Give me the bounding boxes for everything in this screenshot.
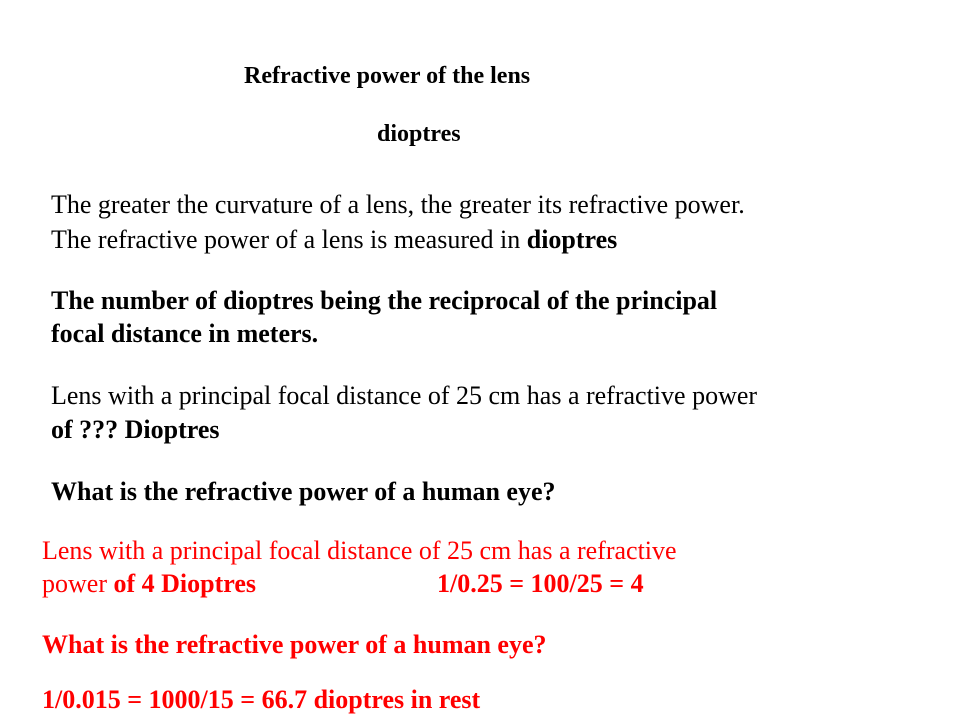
answer-question-human-eye: What is the refractive power of a human eye? <box>42 630 547 659</box>
answer-line-2-text: power <box>42 569 114 598</box>
paragraph-example-line-2: of ??? Dioptres <box>51 415 220 444</box>
answer-line-1: Lens with a principal focal distance of 25 cm has a refractive <box>42 536 677 565</box>
paragraph-curvature-line-1: The greater the curvature of a lens, the greater its refractive power. <box>51 190 745 219</box>
paragraph-curvature-line-2 <box>51 224 617 255</box>
paragraph-curvature-line-2-text: The refractive power of a lens is measured in <box>51 225 527 254</box>
answer-result: 1/0.015 = 1000/15 = 66.7 dioptres in rest <box>42 685 481 714</box>
answer-formula: 1/0.25 = 100/25 = 4 <box>437 569 644 598</box>
slide-subtitle: dioptres <box>377 121 461 147</box>
paragraph-reciprocal-line-2: focal distance in meters. <box>51 319 319 348</box>
paragraph-curvature-dioptres-term: dioptres <box>526 225 618 254</box>
paragraph-example-line-1: Lens with a principal focal distance of 25 cm has a refractive power <box>51 381 758 410</box>
slide-title: Refractive power of the lens <box>244 63 531 89</box>
paragraph-reciprocal-line-1: The number of dioptres being the reciprocal of the principal <box>51 286 718 315</box>
question-human-eye: What is the refractive power of a human eye? <box>51 477 556 506</box>
answer-line-2 <box>42 568 256 599</box>
answer-dioptres-value: of 4 Dioptres <box>113 569 256 598</box>
